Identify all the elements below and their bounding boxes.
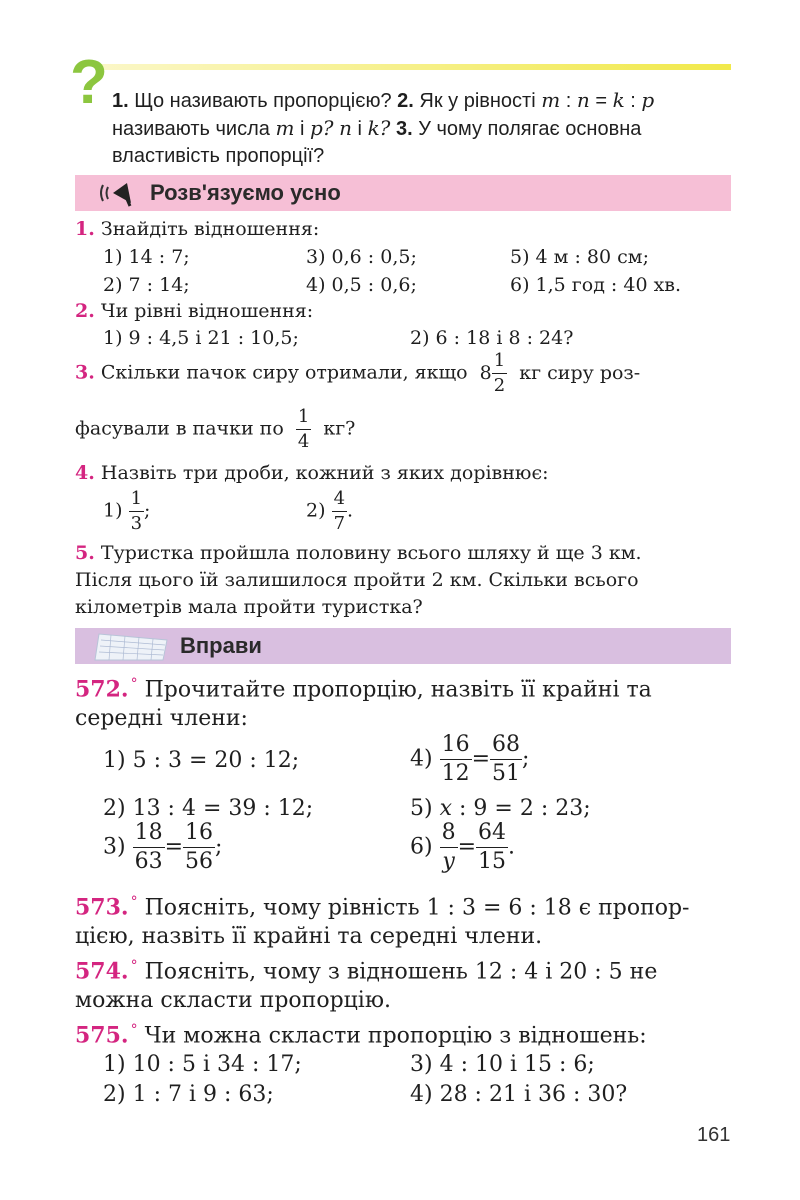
exercise-572-item-3 (103, 822, 222, 873)
oral-task-1-item: 5) 4 м : 80 см; (510, 246, 649, 268)
oral-task-4-number: 4. (75, 462, 95, 484)
oral-task-3-line-1 (75, 352, 640, 395)
line2-text: називають числа (112, 118, 270, 140)
fraction (490, 734, 522, 785)
oral-task-5-line-1 (75, 542, 642, 564)
fraction (183, 822, 215, 873)
oral-task-4-item-2 (306, 490, 353, 533)
q2-eq-n: n (576, 88, 590, 112)
exercise-572-item-5 (410, 796, 591, 821)
item-end: ; (522, 746, 530, 772)
variable-x: x (439, 796, 453, 821)
fraction-denominator: 12 (441, 761, 470, 786)
item-label: 3) (103, 834, 126, 860)
exercise-572-item-1: 1) 5 : 3 = 20 : 12; (103, 748, 300, 773)
equals-sign: = (457, 834, 477, 860)
difficulty-mark: ° (130, 1022, 138, 1038)
oral-task-1-item: 4) 0,5 : 0,6; (306, 274, 417, 296)
fraction-denominator: 56 (185, 849, 214, 874)
fraction-numerator: 1 (492, 352, 507, 374)
fraction-numerator: 4 (332, 490, 347, 512)
fraction-numerator: 1 (296, 408, 311, 430)
fraction-denominator: 63 (134, 849, 163, 874)
exercise-575-line-1 (75, 1022, 647, 1048)
question-mark-icon: ? (70, 48, 108, 117)
line2-i2: і (357, 118, 362, 140)
fraction-denominator: 3 (130, 513, 143, 534)
exercises-section-band (75, 628, 731, 664)
item-label: 6) (410, 834, 433, 860)
exercise-574-number: 574. (75, 958, 129, 985)
oral-task-2 (75, 300, 313, 322)
line2-i1: і (299, 118, 305, 140)
exercise-574-line-1 (75, 958, 657, 984)
oral-task-3-fraction-2 (296, 408, 311, 451)
oral-task-4-text: Назвіть три дроби, кожний з яких дорівнює: (100, 462, 549, 484)
oral-task-4-fraction-1 (129, 490, 144, 533)
line2-p: p? (310, 116, 334, 140)
q2-eq-colon1: : (565, 90, 572, 112)
line3-text: властивість пропорції? (112, 145, 325, 167)
exercises-section-title: Вправи (180, 633, 262, 658)
fraction-denominator: 15 (478, 849, 507, 874)
q2-eq-colon2: : (630, 90, 636, 112)
oral-task-1-item: 2) 7 : 14; (103, 274, 190, 296)
exercise-572-line-2: середні члени: (75, 706, 248, 731)
fraction-denominator: 51 (492, 761, 521, 786)
line2-k: k? (367, 116, 391, 140)
exercise-573-text: Поясніть, чому рівність 1 : 3 = 6 : 18 є пропор- (144, 895, 690, 921)
oral-task-2-item: 1) 9 : 4,5 і 21 : 10,5; (103, 327, 299, 349)
fraction-denominator: 7 (333, 513, 346, 534)
oral-task-2-text: Чи рівні відношення: (100, 300, 314, 322)
oral-task-4 (75, 462, 549, 484)
item-label: 5) (410, 796, 433, 821)
oral-task-1-item: 3) 0,6 : 0,5; (306, 246, 417, 268)
q1-number: 1. (112, 90, 129, 112)
q3-text: У чому полягає основна (418, 118, 642, 140)
difficulty-mark: ° (130, 894, 138, 910)
exercise-575-item: 3) 4 : 10 і 15 : 6; (410, 1052, 595, 1077)
megaphone-icon (97, 179, 137, 207)
notebook-icon (91, 630, 171, 662)
item-end: . (347, 499, 354, 522)
exercise-573-line-1 (75, 894, 690, 920)
fraction (476, 822, 508, 873)
item-end: ; (215, 834, 223, 860)
fraction-numerator: 16 (183, 822, 215, 848)
exercise-572-item-2: 2) 13 : 4 = 39 : 12; (103, 796, 314, 821)
oral-task-1-text: Знайдіть відношення: (100, 218, 320, 240)
oral-task-3-text-a: Скільки пачок сиру отримали, якщо (100, 361, 468, 384)
exercise-575-item: 4) 28 : 21 і 36 : 30? (410, 1082, 628, 1107)
page-number: 161 (697, 1124, 731, 1146)
oral-task-3-fraction (492, 352, 507, 395)
oral-task-1 (75, 218, 319, 240)
exercise-572-item-4 (410, 734, 529, 785)
oral-section-band (75, 175, 731, 211)
header-rule (95, 64, 731, 70)
exercise-575-number: 575. (75, 1022, 129, 1049)
exercise-572-text: Прочитайте пропорцію, назвіть її крайні та (144, 677, 652, 703)
fraction-numerator: 1 (129, 490, 144, 512)
exercise-574-text: Поясніть, чому з відношень 12 : 4 і 20 : 5 не (144, 959, 658, 985)
oral-section-title: Розв'язуємо усно (150, 180, 341, 205)
oral-task-2-item: 2) 6 : 18 і 8 : 24? (410, 327, 574, 349)
exercise-572-line-1 (75, 676, 652, 702)
oral-task-3-whole: 8 (479, 361, 492, 384)
item-rest: : 9 = 2 : 23; (452, 796, 591, 821)
item-label: 4) (410, 746, 433, 772)
difficulty-mark: ° (130, 676, 138, 692)
q2-eq-m: m (541, 88, 561, 112)
questions-line-2 (112, 114, 641, 143)
q1-text: Що називають пропорцією? (134, 90, 392, 112)
oral-task-4-item-1 (103, 490, 150, 533)
oral-task-5-text: Туристка пройшла половину всього шляху й ще 3 км. (100, 542, 642, 564)
fraction-numerator: 8 (440, 822, 458, 848)
difficulty-mark: ° (130, 958, 138, 974)
q3-number: 3. (395, 118, 413, 140)
exercise-573-line-2: цією, назвіть її крайні та середні члени. (75, 924, 543, 949)
exercise-575-item: 1) 10 : 5 і 34 : 17; (103, 1052, 302, 1077)
fraction-numerator: 18 (133, 822, 165, 848)
equals-sign: = (164, 834, 184, 860)
equals-sign: = (471, 746, 491, 772)
fraction (440, 734, 472, 785)
fraction-denominator: 2 (493, 375, 506, 396)
line2-n: n (339, 116, 352, 140)
exercise-575-text: Чи можна скласти пропорцію з відношень: (144, 1023, 647, 1049)
exercise-572-number: 572. (75, 676, 129, 703)
oral-task-4-fraction-2 (332, 490, 347, 533)
fraction-numerator: 68 (490, 734, 522, 760)
q2-eq-p: p (641, 88, 655, 112)
q2-eq-k: k (612, 88, 625, 112)
oral-task-1-number: 1. (75, 218, 95, 240)
oral-task-3-text-b: кг сиру роз- (519, 361, 641, 384)
oral-task-3-number: 3. (75, 361, 95, 384)
fraction-denominator: 4 (297, 431, 310, 452)
questions-line-3 (112, 142, 324, 170)
item-end: ; (144, 499, 151, 522)
questions-line-1 (112, 86, 654, 115)
fraction-numerator: 64 (476, 822, 508, 848)
item-end: . (508, 834, 516, 860)
exercise-574-line-2: можна скласти пропорцію. (75, 988, 391, 1013)
oral-task-1-item: 6) 1,5 год : 40 хв. (510, 274, 682, 296)
item-label: 1) (103, 499, 123, 522)
fraction (440, 822, 458, 873)
oral-task-3-text-d: кг? (323, 417, 356, 440)
item-label: 2) (306, 499, 326, 522)
oral-task-1-item: 1) 14 : 7; (103, 246, 190, 268)
oral-task-5-line-2: Після цього їй залишилося пройти 2 км. Скільки всього (75, 569, 639, 591)
fraction-denominator: y (442, 849, 455, 874)
exercise-575-item: 2) 1 : 7 і 9 : 63; (103, 1082, 274, 1107)
oral-task-5-line-3: кілометрів мала пройти туристка? (75, 596, 423, 618)
q2-text: Як у рівності (419, 90, 536, 112)
q2-number: 2. (397, 90, 414, 112)
oral-task-3-text-c: фасували в пачки по (75, 417, 284, 440)
exercise-572-item-6 (410, 822, 515, 873)
oral-task-2-number: 2. (75, 300, 95, 322)
oral-task-5-number: 5. (75, 542, 95, 564)
exercise-573-number: 573. (75, 894, 129, 921)
line2-m: m (275, 116, 295, 140)
oral-task-3-line-2 (75, 408, 355, 451)
fraction (133, 822, 165, 873)
fraction-numerator: 16 (440, 734, 472, 760)
q2-eq-equals: = (595, 90, 608, 112)
